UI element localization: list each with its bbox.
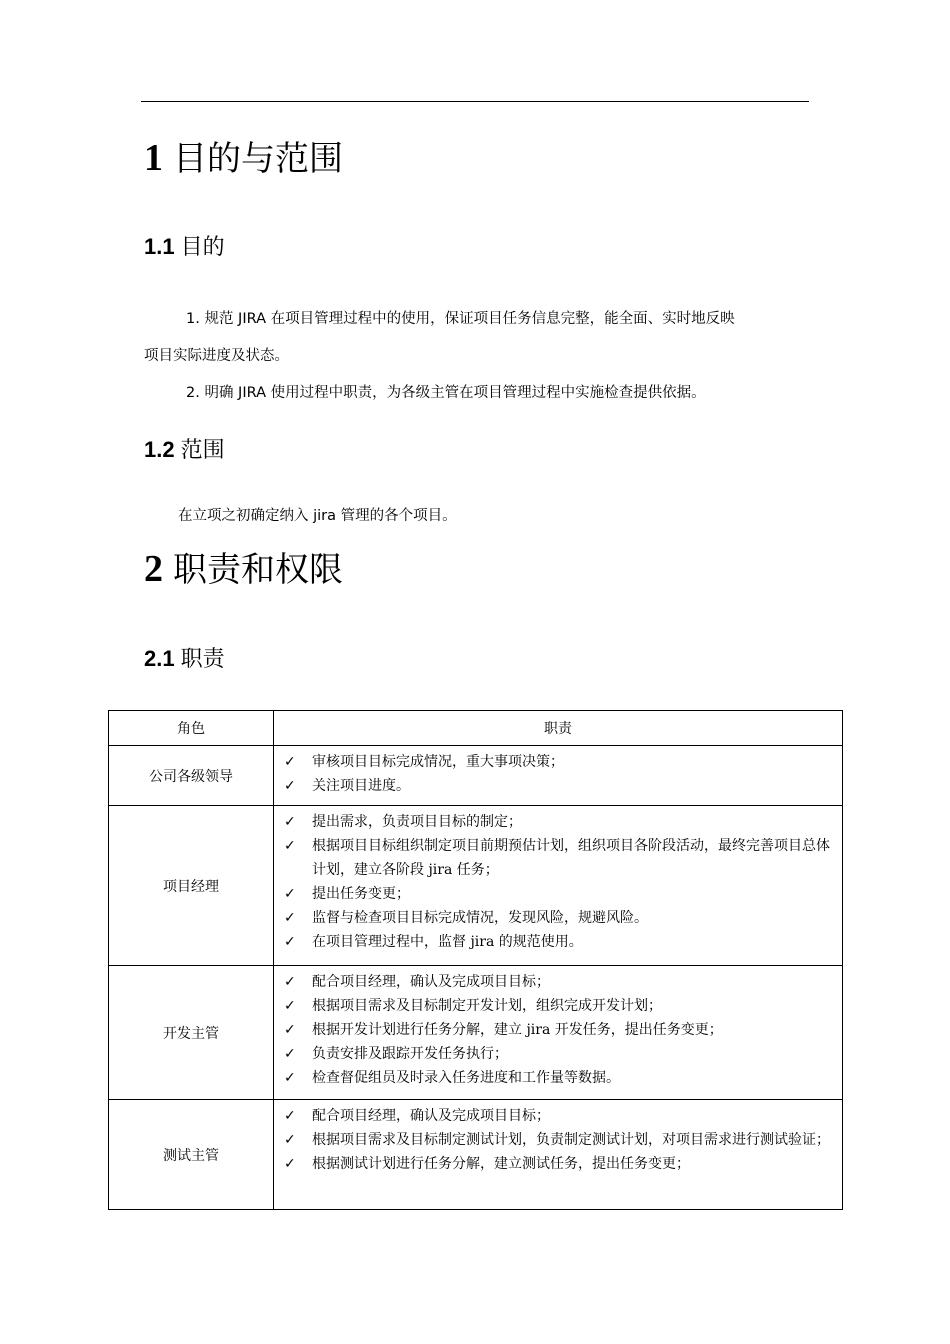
subsection-1-2-number: 1.2 — [144, 437, 175, 462]
scope-text: 在立项之初确定纳入 jira 管理的各个项目。 — [178, 508, 457, 524]
duty-item: ✓ 配合项目经理，确认及完成项目目标； — [284, 970, 834, 994]
table-header-row — [109, 711, 843, 746]
check-icon: ✓ — [284, 998, 296, 1014]
duty-item: ✓ 在项目管理过程中，监督 jira 的规范使用。 — [284, 930, 834, 954]
duty-item: ✓ 检查督促组员及时录入任务进度和工作量等数据。 — [284, 1066, 834, 1090]
header-role: 角色 — [109, 711, 274, 746]
check-icon: ✓ — [284, 838, 296, 854]
subsection-1-1-number: 1.1 — [144, 234, 175, 259]
check-icon: ✓ — [284, 754, 296, 770]
section-2-number: 2 — [144, 548, 163, 590]
duty-item: ✓ 监督与检查项目目标完成情况，发现风险，规避风险。 — [284, 906, 834, 930]
check-icon: ✓ — [284, 934, 296, 950]
duties-cell — [274, 806, 843, 966]
subsection-1-2-heading — [144, 436, 225, 465]
duty-item: ✓ 提出任务变更； — [284, 882, 834, 906]
check-icon: ✓ — [284, 910, 296, 926]
subsection-1-1-heading — [144, 233, 225, 262]
role-cell: 项目经理 — [109, 806, 274, 966]
purpose-item-1-line-1: 1. 规范 JIRA 在项目管理过程中的使用，保证项目任务信息完整，能全面、实时地反映 — [186, 311, 735, 327]
check-icon: ✓ — [284, 814, 296, 830]
duties-cell — [274, 966, 843, 1100]
duty-item: ✓ 负责安排及跟踪开发任务执行； — [284, 1042, 834, 1066]
duty-item: ✓ 提出需求，负责项目目标的制定； — [284, 810, 834, 834]
duties-table — [108, 710, 843, 1210]
duty-item: ✓ 审核项目目标完成情况，重大事项决策； — [284, 750, 834, 774]
duties-cell — [274, 1100, 843, 1210]
check-icon: ✓ — [284, 1070, 296, 1086]
table-row — [109, 966, 843, 1100]
header-duties: 职责 — [274, 711, 843, 746]
duty-item: ✓ 根据开发计划进行任务分解，建立 jira 开发任务，提出任务变更； — [284, 1018, 834, 1042]
check-icon: ✓ — [284, 886, 296, 902]
duty-item: ✓ 配合项目经理，确认及完成项目目标； — [284, 1104, 834, 1128]
duty-item: ✓ 根据项目需求及目标制定开发计划，组织完成开发计划； — [284, 994, 834, 1018]
check-icon: ✓ — [284, 1156, 296, 1172]
check-icon: ✓ — [284, 974, 296, 990]
duty-item: ✓ 关注项目进度。 — [284, 774, 834, 798]
header-rule — [141, 101, 809, 102]
duties-cell — [274, 746, 843, 806]
check-icon: ✓ — [284, 1046, 296, 1062]
check-icon: ✓ — [284, 1108, 296, 1124]
subsection-2-1-number: 2.1 — [144, 646, 175, 671]
purpose-item-1-line-2: 项目实际进度及状态。 — [144, 348, 289, 364]
section-1-heading — [144, 138, 343, 179]
section-1-title: 目的与范围 — [173, 139, 343, 179]
check-icon: ✓ — [284, 1132, 296, 1148]
section-2-heading — [144, 549, 343, 590]
role-cell: 测试主管 — [109, 1100, 274, 1210]
section-2-title: 职责和权限 — [173, 550, 343, 590]
role-cell: 开发主管 — [109, 966, 274, 1100]
table-row — [109, 806, 843, 966]
table-row — [109, 1100, 843, 1210]
check-icon: ✓ — [284, 1022, 296, 1038]
role-cell: 公司各级领导 — [109, 746, 274, 806]
subsection-2-1-heading — [144, 645, 225, 674]
subsection-2-1-title: 职责 — [180, 647, 225, 672]
table-row — [109, 746, 843, 806]
section-1-number: 1 — [144, 137, 163, 179]
duty-item: ✓ 根据项目目标组织制定项目前期预估计划，组织项目各阶段活动，最终完善项目总体计划，建立各阶段 jira 任务； — [284, 834, 834, 882]
check-icon: ✓ — [284, 778, 296, 794]
subsection-1-2-title: 范围 — [180, 438, 225, 463]
subsection-1-1-title: 目的 — [180, 235, 225, 260]
duty-item: ✓ 根据项目需求及目标制定测试计划，负责制定测试计划，对项目需求进行测试验证； — [284, 1128, 834, 1152]
duty-item: ✓ 根据测试计划进行任务分解，建立测试任务，提出任务变更； — [284, 1152, 834, 1176]
purpose-item-2: 2. 明确 JIRA 使用过程中职责，为各级主管在项目管理过程中实施检查提供依据。 — [186, 385, 706, 401]
